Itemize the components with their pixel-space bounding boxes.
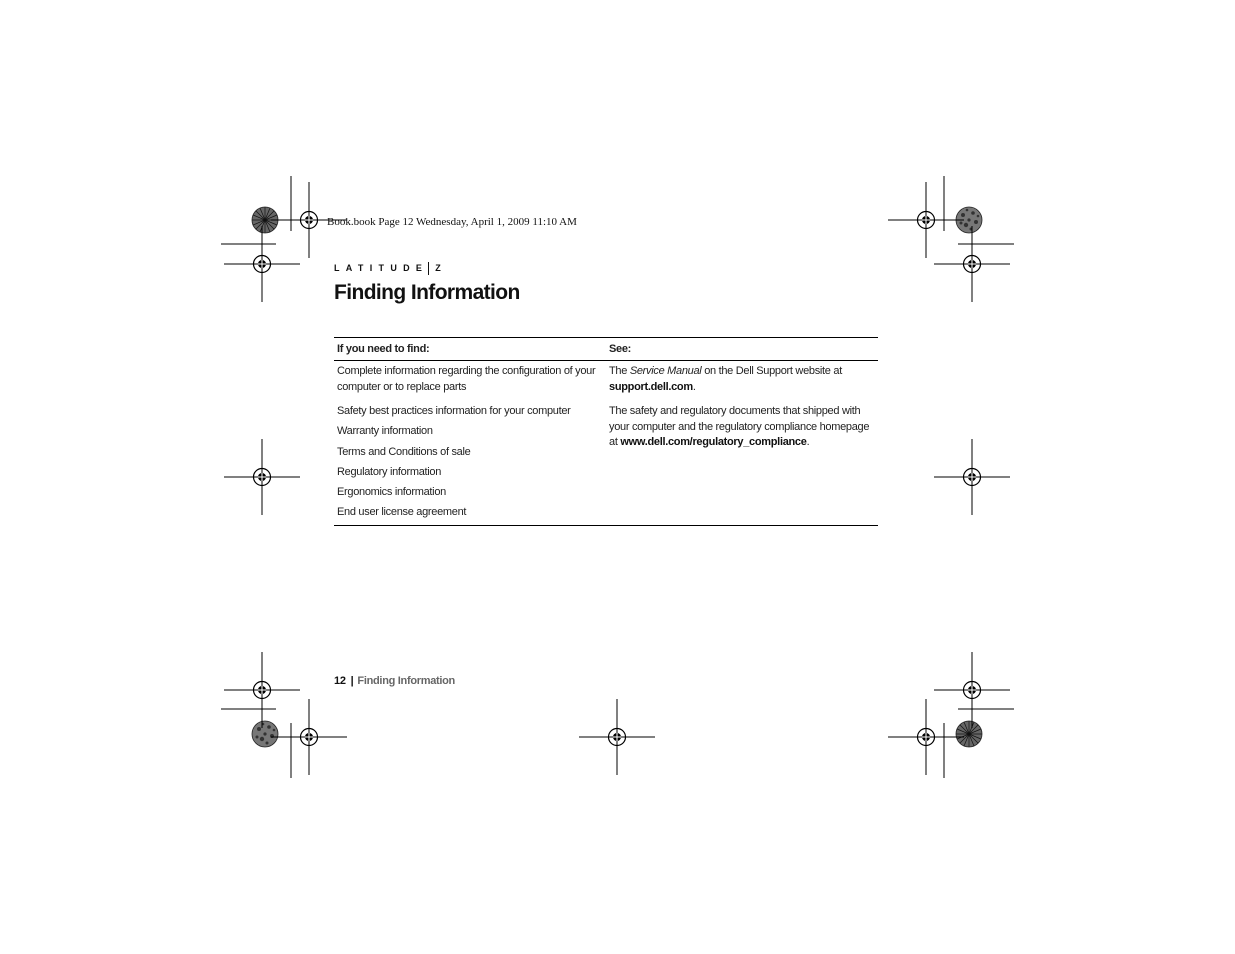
page-footer xyxy=(334,675,455,687)
page-title: Finding Information xyxy=(334,281,520,304)
find-cell xyxy=(334,401,606,526)
find-item: Complete information regarding the configuration of your computer or to replace parts xyxy=(337,365,596,393)
find-item: Ergonomics information xyxy=(337,486,446,499)
page-number: 12 xyxy=(334,675,346,687)
find-item: Regulatory information xyxy=(337,465,442,478)
find-item: End user license agreement xyxy=(337,506,467,519)
see-cell xyxy=(606,401,878,526)
find-item: Safety best practices information for your computer xyxy=(337,405,571,417)
brand-logo xyxy=(334,261,441,275)
see-text-pre: The xyxy=(609,365,630,377)
support-website-link[interactable]: support.dell.com xyxy=(609,380,693,393)
brand-divider xyxy=(428,262,429,275)
finding-information-table xyxy=(334,337,878,526)
table-row xyxy=(334,361,878,402)
brand-letter: Z xyxy=(435,263,441,273)
service-manual-title: Service Manual xyxy=(629,365,702,377)
column-header-see: See: xyxy=(609,342,632,355)
column-header-find: If you need to find: xyxy=(337,342,430,355)
see-text-mid: on the Dell Support website at xyxy=(701,365,842,377)
find-cell xyxy=(334,361,606,402)
see-text-post: . xyxy=(692,380,696,393)
print-header: Book.book Page 12 Wednesday, April 1, 2009 11:10 AM xyxy=(327,216,577,228)
footer-separator: | xyxy=(350,675,354,687)
find-item: Warranty information xyxy=(337,425,433,438)
footer-section-title: Finding Information xyxy=(357,675,455,687)
see-text-post: . xyxy=(806,436,810,448)
brand-word: LATITUDE xyxy=(334,263,429,273)
table-row xyxy=(334,401,878,526)
find-item: Terms and Conditions of sale xyxy=(337,445,471,458)
see-cell xyxy=(606,361,878,402)
see-text-pre: The safety and regulatory documents that shipped with your computer and the regulatory compliance homepage at xyxy=(609,405,870,448)
regulatory-compliance-link[interactable]: www.dell.com/regulatory_compliance xyxy=(620,436,807,448)
table-header-row xyxy=(334,338,878,361)
